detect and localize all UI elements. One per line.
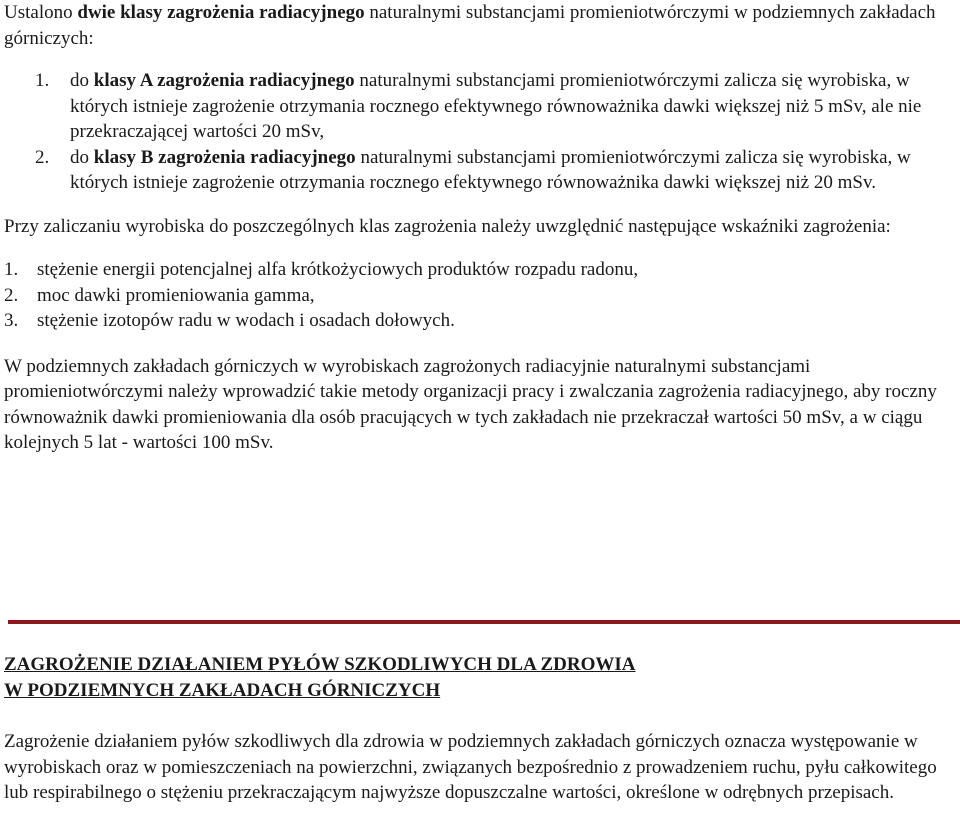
dose-limits-paragraph: W podziemnych zakładach górniczych w wyrobiskach zagrożonych radiacyjnie naturalnymi substancjami promieniotwórczymi należy wprowadzić takie metody organizacji pracy i zwalczania zagrożenia radiacyjnego, aby roczny równoważnik dawki promieniowania dla osób pracujących w tych zakładach nie przekraczał wartości 50 mSv, a w ciągu kolejnych 5 lat - wartości 100 mSv. bbox=[4, 355, 937, 453]
dust-hazard-paragraph: Zagrożenie działaniem pyłów szkodliwych dla zdrowia w podziemnych zakładach górniczych oznacza występowanie w wyrobiskach oraz w pomieszczeniach na powierzchni, związanych bezpośrednio z prowadzeniem ruchu, pyłu całkowitego lub respirabilnego o stężeniu przekraczającym najwyższe dopuszczalne wartości, określone w odrębnych przepisach. bbox=[4, 731, 937, 803]
intro-text-end: naturalnymi substancjami promieniotwórczymi w podziemnych zakładach górniczych: bbox=[4, 2, 936, 49]
heading-line-1: ZAGROŻENIE DZIAŁANIEM PYŁÓW SZKODLIWYCH DLA ZDROWIA bbox=[4, 654, 636, 675]
indicator-text: stężenie izotopów radu w wodach i osadach dołowych. bbox=[37, 310, 455, 331]
list-item bbox=[4, 145, 960, 196]
class-a-text: naturalnymi substancjami promieniotwórczymi zalicza się wyrobiska, w których istnieje zagrożenie otrzymania rocznego efektywnego równoważnika dawki większej niż 5 mSv, ale nie przekraczającej wartości 20 mSv, bbox=[70, 70, 922, 142]
list-prefix: do bbox=[70, 146, 94, 168]
radiation-class-list bbox=[4, 68, 960, 196]
intro-bold: dwie klasy zagrożenia radiacyjnego bbox=[77, 2, 365, 23]
list-item bbox=[4, 257, 960, 283]
list-item bbox=[4, 308, 960, 334]
class-a-bold: klasy A zagrożenia radiacyjnego bbox=[93, 70, 355, 91]
intro-text: Ustalono bbox=[4, 2, 78, 23]
list-number: 1. bbox=[35, 70, 50, 91]
list-number: 1. bbox=[4, 259, 19, 280]
list-prefix: do bbox=[70, 70, 94, 91]
list-number: 2. bbox=[35, 146, 50, 168]
indicators-intro: Przy zaliczaniu wyrobiska do poszczególnych klas zagrożenia należy uwzględnić następujące wskaźniki zagrożenia: bbox=[4, 215, 891, 237]
indicator-list bbox=[4, 257, 960, 334]
heading-line-2: W PODZIEMNYCH ZAKŁADACH GÓRNICZYCH bbox=[4, 679, 441, 701]
list-item bbox=[4, 68, 960, 145]
indicator-text: stężenie energii potencjalnej alfa krótkożyciowych produktów rozpadu radonu, bbox=[37, 259, 639, 280]
document-page bbox=[4, 0, 960, 456]
list-number: 3. bbox=[4, 310, 19, 331]
class-b-text: naturalnymi substancjami promieniotwórczymi zalicza się wyrobiska, w których istnieje zagrożenie otrzymania rocznego efektywnego równoważnika dawki większej niż 20 mSv. bbox=[70, 146, 911, 193]
intro-paragraph bbox=[4, 0, 960, 51]
indicator-text: moc dawki promieniowania gamma, bbox=[37, 284, 315, 306]
list-item bbox=[4, 283, 960, 309]
section-divider bbox=[8, 620, 960, 624]
list-number: 2. bbox=[4, 284, 19, 306]
section-heading bbox=[4, 652, 636, 703]
class-b-bold: klasy B zagrożenia radiacyjnego bbox=[93, 146, 356, 168]
